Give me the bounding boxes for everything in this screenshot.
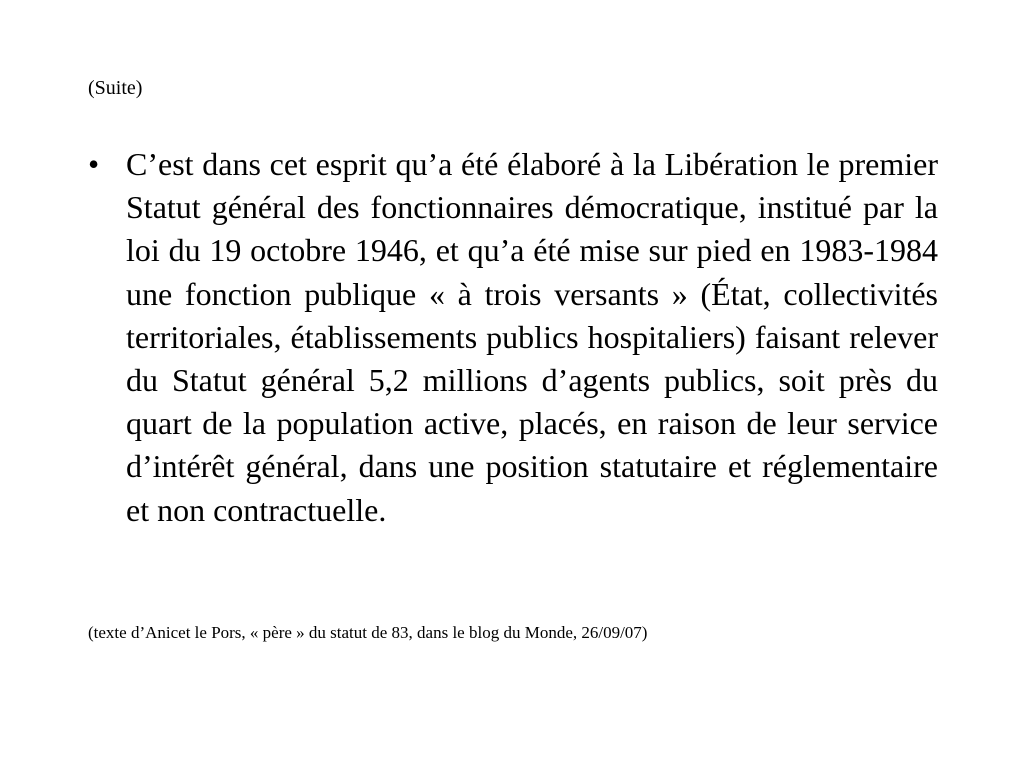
bullet-text: C’est dans cet esprit qu’a été élaboré à la Libération le premier Statut général des fonctionnaires démocratique, institué par la loi du 19 octobre 1946, et qu’a été mise sur pied en 1983-1984 une fonction publique « à trois versants » (État, collectivités territoriales, établissements publics hospitaliers) faisant relever du Statut général 5,2 millions d’agents publics, soit près du quart de la population active, placés, en raison de leur service d’intérêt général, dans une position statutaire et réglementaire et non contractuelle. <box>126 146 938 528</box>
bullet-list <box>88 143 938 532</box>
slide-heading: (Suite) <box>88 77 143 99</box>
source-citation: (texte d’Anicet le Pors, « père » du statut de 83, dans le blog du Monde, 26/09/07) <box>88 623 648 642</box>
bullet-dot-icon: • <box>88 146 100 182</box>
bullet-item <box>88 143 938 532</box>
